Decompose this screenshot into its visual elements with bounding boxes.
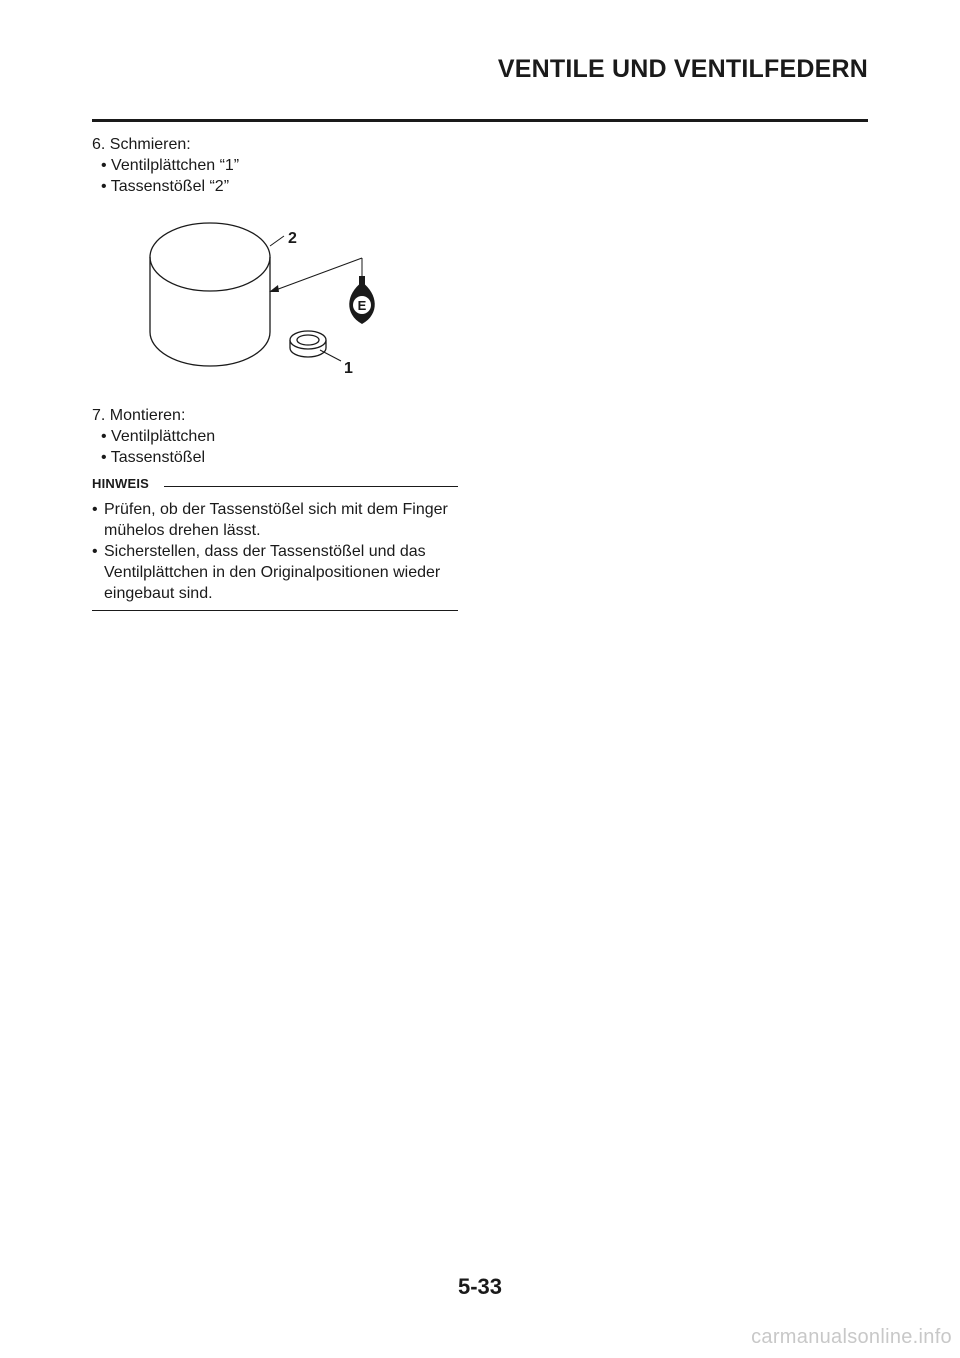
step-6-lubricate <box>92 134 472 197</box>
step-heading: 6. Schmieren: <box>92 136 191 153</box>
step-bullet: • Ventilplättchen “1” <box>101 157 240 174</box>
step-bullet: • Ventilplättchen <box>101 428 216 445</box>
note-header <box>92 474 458 494</box>
valve-pad-drawing <box>290 331 326 357</box>
callout-2: 2 <box>288 230 297 247</box>
note-list <box>92 499 464 604</box>
engine-oil-icon <box>349 276 375 324</box>
page-title: VENTILE UND VENTILFEDERN <box>497 55 868 83</box>
watermark: carmanualsonline.info <box>751 1326 952 1348</box>
note-rule-bottom <box>92 610 458 611</box>
valve-lifter-drawing <box>150 223 270 366</box>
oil-symbol-letter: E <box>357 298 367 313</box>
note-item: • Sicherstellen, dass der Tassenstößel und das Ventilplättchen in den Originalpositionen wieder eingebaut sind. <box>92 541 464 604</box>
note-label: HINWEIS <box>92 476 150 491</box>
step-heading: 7. Montieren: <box>92 407 186 424</box>
note-item: • Prüfen, ob der Tassenstößel sich mit dem Finger mühelos drehen lässt. <box>92 499 464 541</box>
header-rule <box>92 119 868 122</box>
step-bullet: • Tassenstößel <box>101 449 206 466</box>
note-rule-top <box>164 486 458 487</box>
lubrication-figure <box>140 220 380 380</box>
step-7-install <box>92 405 472 468</box>
page-number: 5-33 <box>457 1274 503 1299</box>
step-bullet: • Tassenstößel “2” <box>101 178 230 195</box>
callout-1: 1 <box>344 360 353 377</box>
